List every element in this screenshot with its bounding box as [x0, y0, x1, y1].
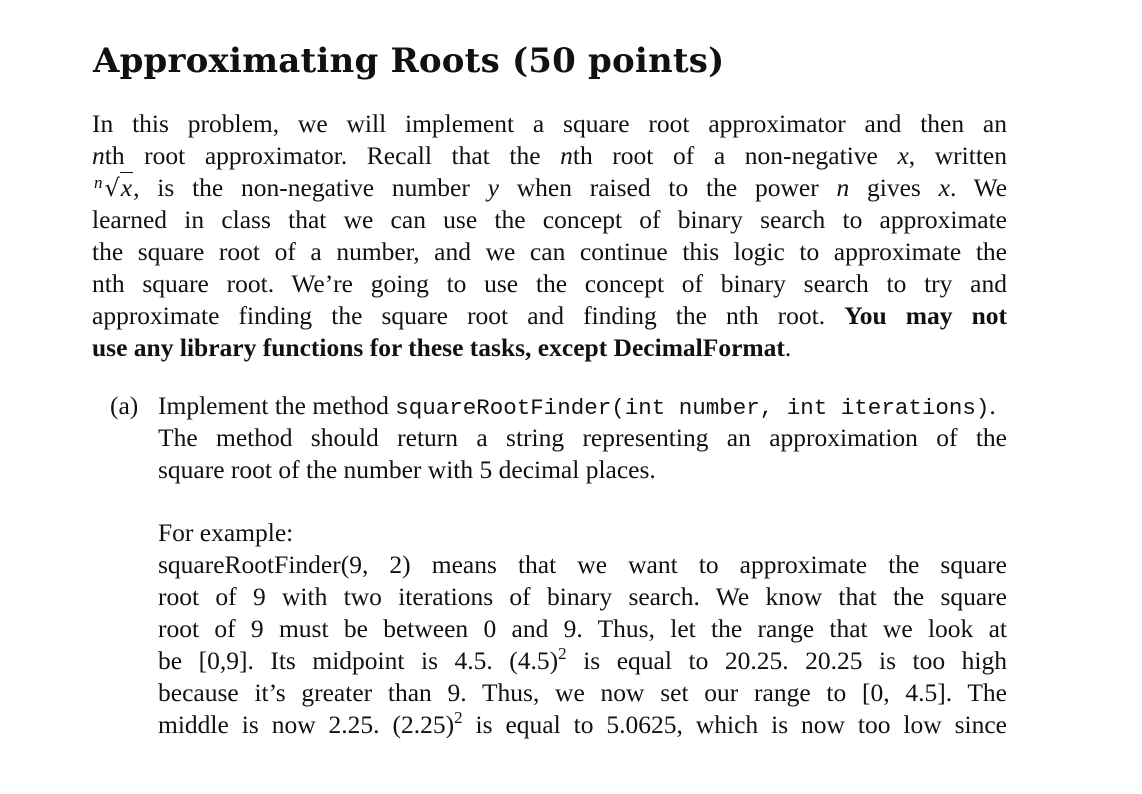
superscript-exponent: 2 [558, 644, 567, 663]
example-line-5: because it’s greater than 9. Thus, we now set our range to [0, 4.5]. The [158, 678, 1007, 707]
example-line-1: squareRootFinder(9, 2) means that we want to approximate the square [158, 550, 1007, 579]
math-var-x: x [897, 141, 909, 170]
radical-sign-icon: √ [104, 174, 120, 202]
intro-line-7 [92, 300, 1007, 332]
intro-line-3 [92, 172, 1007, 204]
intro-line-4: learned in class that we can use the concept of binary search to approximate [92, 205, 1007, 234]
intro-line-8 [92, 332, 1007, 364]
intro-text: . [784, 333, 792, 362]
intro-text: . We [949, 173, 1008, 202]
root-index: n [94, 173, 103, 192]
item-text: is equal to 20.25. 20.25 is too high [566, 646, 1007, 675]
method-signature-code: squareRootFinder(int number, int iterations) [395, 395, 990, 421]
item-text: middle is now 2.25. (2.25) [158, 710, 455, 739]
intro-line-1: In this problem, we will implement a square root approximator and then an [92, 109, 1007, 138]
example-line-3: root of 9 must be between 0 and 9. Thus, let the range that we look at [158, 614, 1007, 643]
bold-warning: use any library functions for these tasks, except DecimalFormat [92, 333, 785, 362]
intro-line-6: nth square root. We’re going to use the concept of binary search to try and [92, 269, 1007, 298]
math-var-n: n [560, 141, 573, 170]
item-a-line-3: square root of the number with 5 decimal places. [158, 455, 656, 484]
intro-line-5: the square root of a number, and we can continue this logic to approximate the [92, 237, 1007, 266]
intro-text: th root approximator. Recall that the [104, 141, 561, 170]
math-var-x: x [938, 173, 950, 202]
example-line-4 [158, 645, 1007, 677]
superscript-exponent: 2 [454, 708, 463, 727]
nth-root-expression [92, 172, 133, 207]
section-title: Approximating Roots (50 points) [93, 41, 725, 81]
intro-text: , is the non-negative number [133, 173, 488, 202]
item-text: is equal to 5.0625, which is now too low since [462, 710, 1007, 739]
item-text: . [989, 391, 996, 420]
example-heading: For example: [158, 518, 294, 547]
item-text: be [0,9]. Its midpoint is 4.5. (4.5) [158, 646, 559, 675]
intro-text: when raised to the power [498, 173, 837, 202]
intro-text: th root of a non-negative [572, 141, 898, 170]
intro-text: gives [849, 173, 939, 202]
bold-warning: You may not [844, 301, 1007, 330]
radicand: x [120, 173, 133, 202]
item-a-line-1 [158, 390, 1007, 422]
item-a-line-2: The method should return a string representing an approximation of the [158, 423, 1007, 452]
example-line-6 [158, 709, 1007, 741]
intro-text: , written [908, 141, 1008, 170]
item-text: Implement the method [158, 391, 396, 420]
math-var-n: n [92, 141, 105, 170]
math-var-n: n [836, 173, 850, 202]
intro-line-2 [92, 140, 1007, 172]
math-var-y: y [487, 173, 499, 202]
item-a-label: (a) [110, 391, 139, 420]
example-line-2: root of 9 with two iterations of binary search. We know that the square [158, 582, 1007, 611]
intro-text: approximate finding the square root and finding the nth root. [92, 301, 845, 330]
